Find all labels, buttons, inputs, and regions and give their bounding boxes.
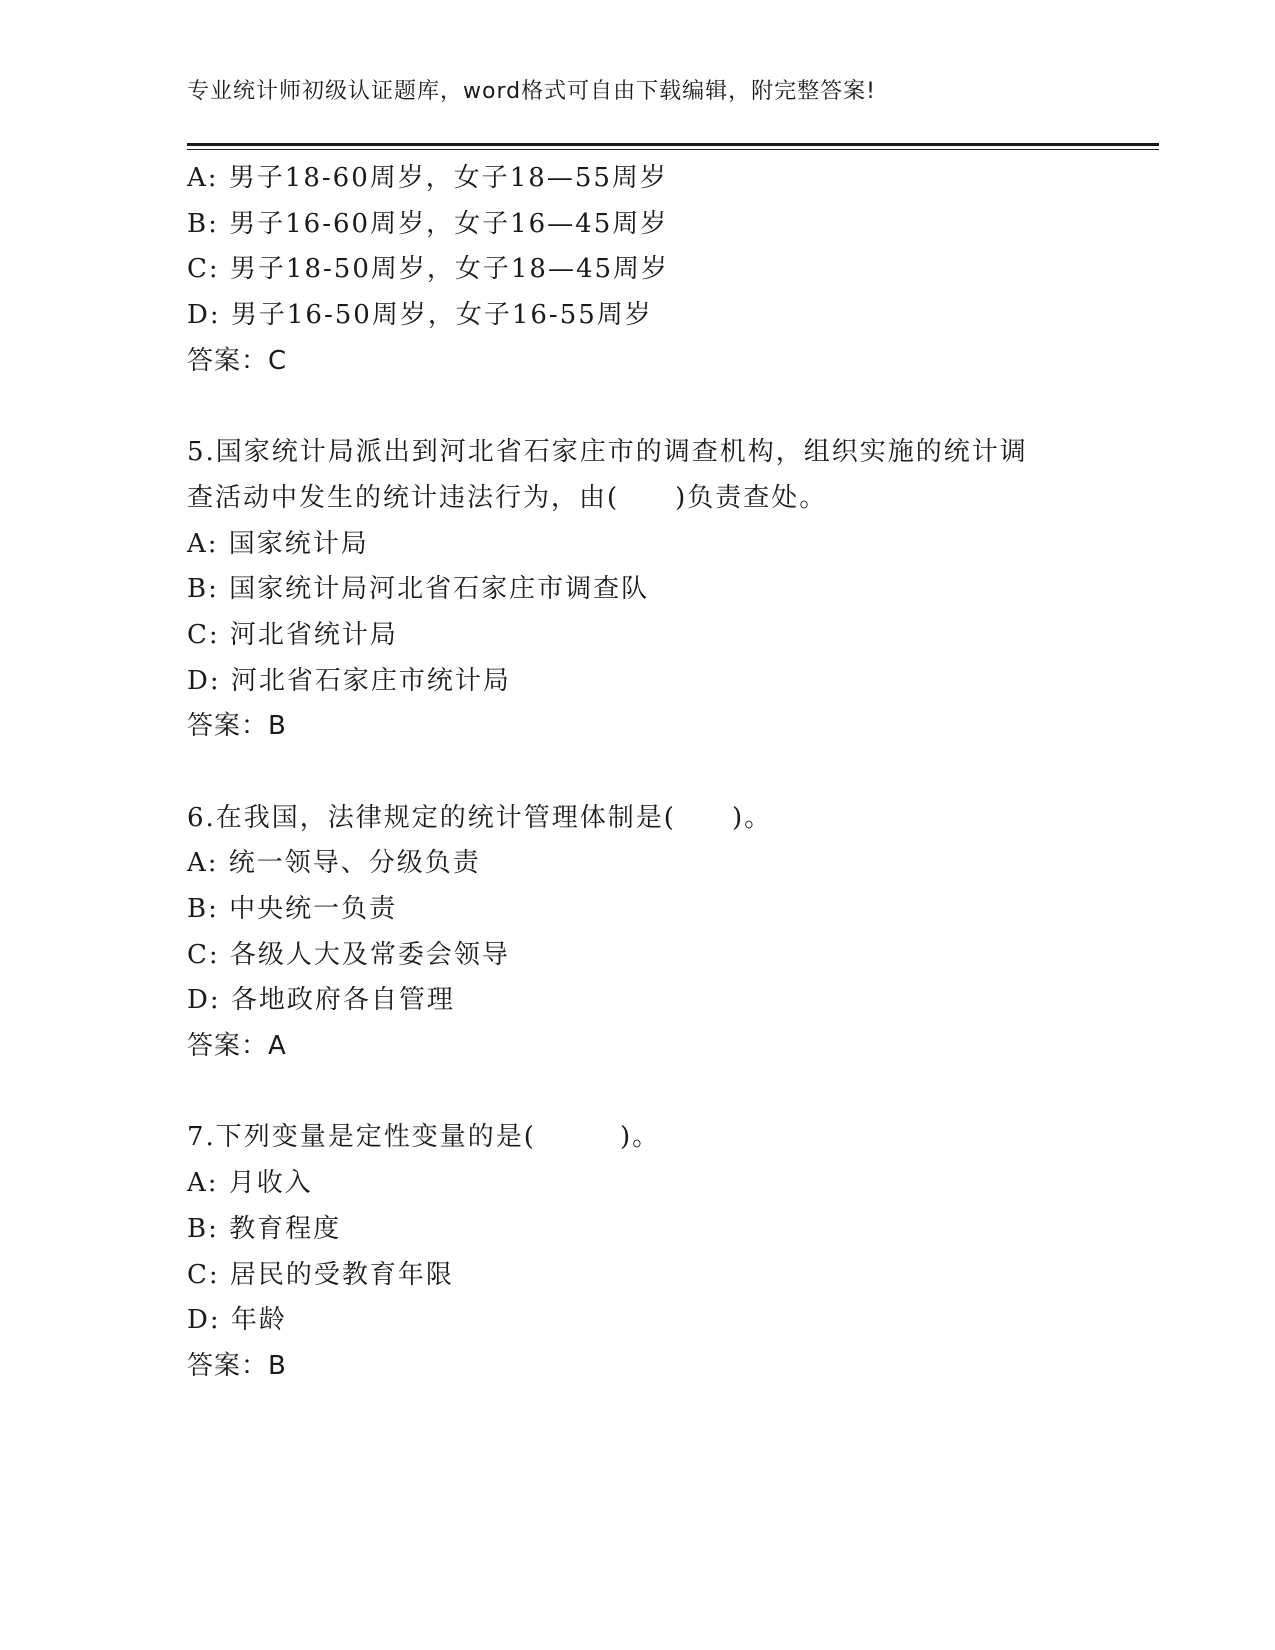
- option-c: C: 男子18-50周岁，女子18—45周岁: [187, 254, 670, 285]
- spacer: [187, 750, 1087, 796]
- option-b: B: 男子16-60周岁，女子16—45周岁: [187, 208, 669, 239]
- question-stem: 7.下列变量是定性变量的是( )。: [187, 1122, 661, 1153]
- question-stem: 6.在我国，法律规定的统计管理体制是( )。: [187, 802, 773, 833]
- question-4-tail: [187, 156, 1087, 384]
- option-b: B: 中央统一负责: [187, 894, 398, 924]
- page-header: 专业统计师初级认证题库，word格式可自由下载编辑，附完整答案!: [187, 79, 876, 104]
- answer: 答案：A: [187, 1031, 287, 1062]
- question-stem-continued: 查活动中发生的统计违法行为，由( )负责查处。: [187, 482, 828, 513]
- option-d: D: 各地政府各自管理: [187, 985, 455, 1016]
- question-stem: 5.国家统计局派出到河北省石家庄市的调查机构，组织实施的统计调: [187, 437, 1028, 468]
- question-7: [187, 1115, 1087, 1389]
- option-b: B: 国家统计局河北省石家庄市调查队: [187, 574, 650, 605]
- header-rule-thick: [187, 143, 1159, 146]
- question-6: [187, 796, 1087, 1070]
- document-body: [187, 156, 1087, 1390]
- header-rule-thin: [187, 149, 1159, 150]
- answer: 答案：B: [187, 711, 287, 742]
- option-c: C: 居民的受教育年限: [187, 1259, 454, 1290]
- option-b: B: 教育程度: [187, 1213, 342, 1244]
- option-d: D: 男子16-50周岁，女子16-55周岁: [187, 300, 653, 331]
- spacer: [187, 384, 1087, 430]
- option-a: A: 男子18-60周岁，女子18—55周岁: [187, 163, 668, 193]
- question-5: [187, 430, 1087, 750]
- answer: 答案：C: [187, 345, 288, 376]
- option-a: A: 月收入: [187, 1168, 313, 1199]
- option-a: A: 国家统计局: [187, 528, 369, 559]
- option-a: A: 统一领导、分级负责: [187, 848, 481, 879]
- spacer: [187, 1070, 1087, 1116]
- option-c: C: 河北省统计局: [187, 619, 398, 650]
- answer: 答案：B: [187, 1350, 287, 1381]
- option-d: D: 河北省石家庄市统计局: [187, 665, 511, 696]
- option-c: C: 各级人大及常委会领导: [187, 939, 510, 970]
- option-d: D: 年龄: [187, 1305, 287, 1336]
